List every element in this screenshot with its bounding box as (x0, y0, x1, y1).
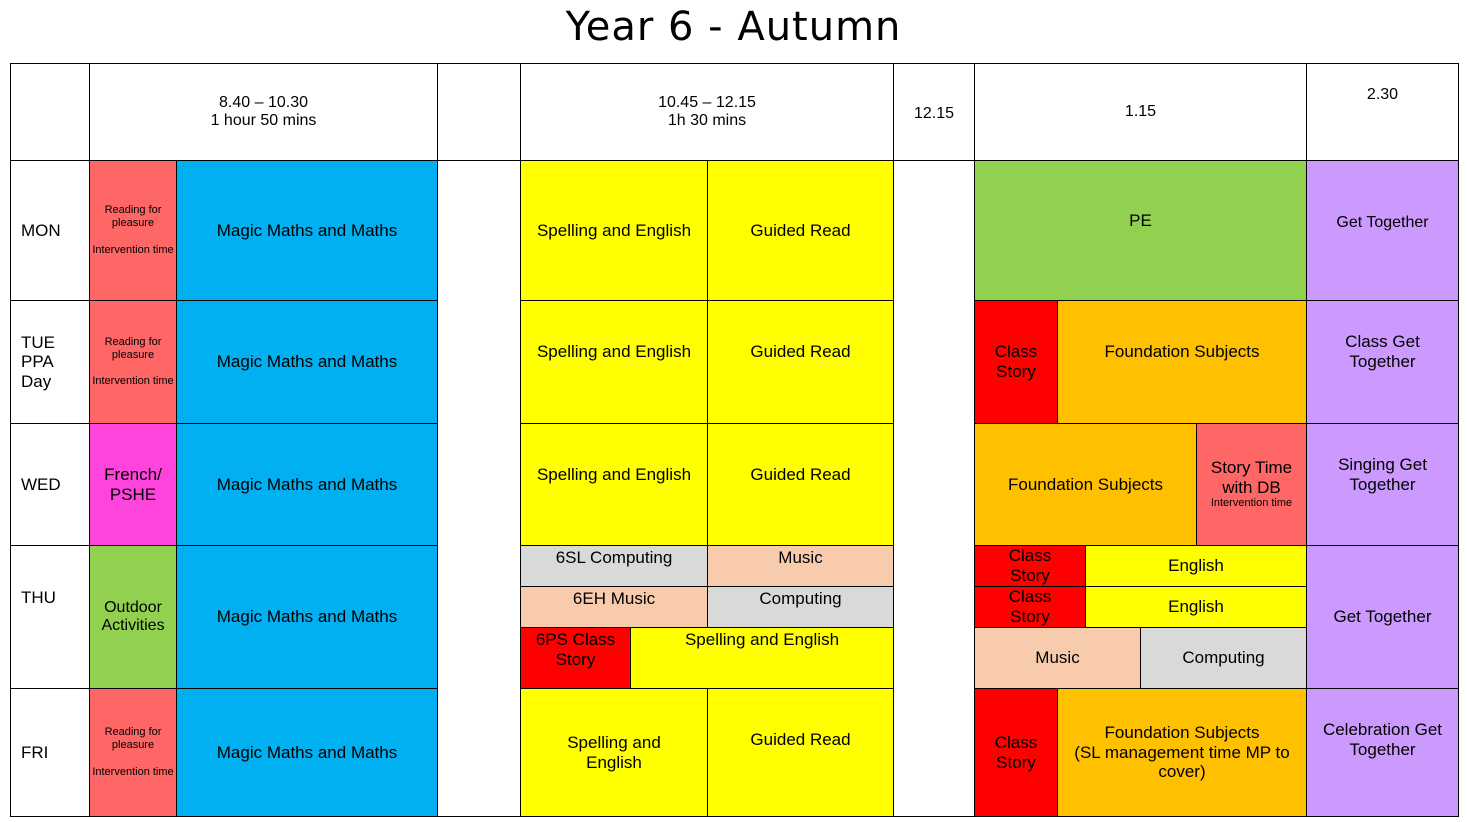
thu-6ps-english: Spelling and English (630, 627, 894, 689)
thu-outdoor-activities: Outdoor Activities (89, 545, 177, 689)
header-slot1-cell (89, 63, 438, 161)
thu-english-1: English (1085, 545, 1307, 587)
thu-english-2: English (1085, 586, 1307, 628)
thu-6ps-class-story: 6PS Class Story (520, 627, 631, 689)
thu-computing-pm: Computing (1140, 627, 1307, 689)
header-slot1-duration: 1 hour 50 mins (210, 112, 317, 129)
tue-english: Spelling and English (520, 300, 708, 424)
thu-maths: Magic Maths and Maths (176, 545, 438, 689)
wed-singing-get-together: Singing Get Together (1306, 423, 1459, 546)
fri-foundation-subjects: Foundation Subjects (SL management time MP to cover) (1057, 688, 1307, 817)
thu-class-story-1: Class Story (974, 545, 1086, 587)
header-slot2-time: 10.45 – 12.15 (658, 93, 756, 111)
thu-get-together: Get Together (1306, 545, 1459, 689)
wed-story-time-label: Story Time with DB (1210, 458, 1293, 497)
thu-music-a: Music (707, 545, 894, 587)
mon-guided-read: Guided Read (707, 160, 894, 301)
break-column (437, 160, 521, 817)
tue-foundation-subjects: Foundation Subjects (1057, 300, 1307, 424)
lunch-column (893, 160, 975, 817)
header-break-cell (437, 63, 521, 161)
wed-french-pshe: French/ PSHE (89, 423, 177, 546)
thu-computing-b: Computing (707, 586, 894, 628)
wed-story-time (1196, 423, 1307, 546)
header-slot2-cell (520, 63, 894, 161)
thu-6eh-music: 6EH Music (520, 586, 708, 628)
mon-get-together: Get Together (1306, 160, 1459, 301)
header-slot2-duration: 1h 30 mins (667, 112, 747, 129)
fri-english: Spelling and English (520, 688, 708, 817)
fri-guided-read: Guided Read (707, 688, 894, 817)
wed-guided-read: Guided Read (707, 423, 894, 546)
header-slot1-time: 8.40 – 10.30 (219, 93, 308, 111)
header-slot4-cell: 2.30 (1306, 63, 1459, 161)
tue-guided-read: Guided Read (707, 300, 894, 424)
day-label-fri: FRI (10, 688, 90, 817)
tue-reading-intervention: Reading for pleasure Intervention time (89, 300, 177, 424)
tue-class-story: Class Story (974, 300, 1058, 424)
wed-story-intervention-label: Intervention time (1210, 497, 1293, 510)
thu-music-pm: Music (974, 627, 1141, 689)
thu-class-story-2: Class Story (974, 586, 1086, 628)
day-label-wed: WED (10, 423, 90, 546)
mon-reading-intervention: Reading for pleasure Intervention time (89, 160, 177, 301)
tue-class-get-together: Class Get Together (1306, 300, 1459, 424)
wed-english: Spelling and English (520, 423, 708, 546)
tue-maths: Magic Maths and Maths (176, 300, 438, 424)
fri-celebration-get-together: Celebration Get Together (1306, 688, 1459, 817)
fri-maths: Magic Maths and Maths (176, 688, 438, 817)
header-corner-cell (10, 63, 90, 161)
mon-pe: PE (974, 160, 1307, 301)
day-label-tue: TUE PPA Day (10, 300, 90, 424)
header-lunch-cell: 12.15 (893, 63, 975, 161)
day-label-thu: THU (10, 545, 90, 689)
day-label-mon: MON (10, 160, 90, 301)
page-title: Year 6 - Autumn (565, 4, 902, 50)
thu-6sl-computing: 6SL Computing (520, 545, 708, 587)
wed-maths: Magic Maths and Maths (176, 423, 438, 546)
mon-maths: Magic Maths and Maths (176, 160, 438, 301)
wed-foundation-subjects: Foundation Subjects (974, 423, 1197, 546)
header-slot3-cell: 1.15 (974, 63, 1307, 161)
fri-reading-intervention: Reading for pleasure Intervention time (89, 688, 177, 817)
mon-english: Spelling and English (520, 160, 708, 301)
fri-class-story: Class Story (974, 688, 1058, 817)
